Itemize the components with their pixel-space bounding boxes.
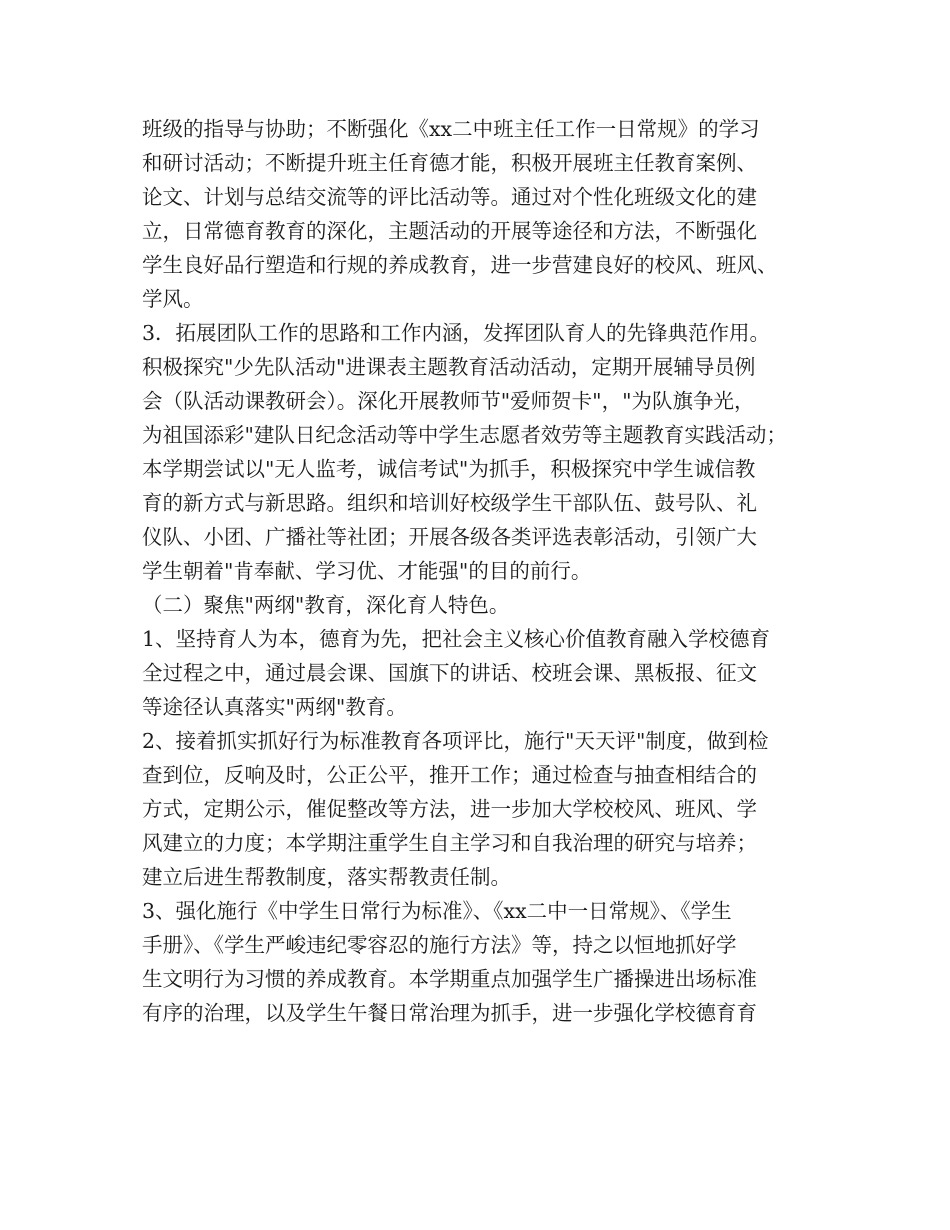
text-line: 积极探究"少先队活动"进课表主题教育活动活动，定期开展辅导员例 xyxy=(142,355,756,379)
text-line: 方式，定期公示，催促整改等方法，进一步加大学校校风、班风、学 xyxy=(142,797,757,821)
text-line: 学生良好品行塑造和行规的养成教育，进一步营建良好的校风、班风、 xyxy=(142,253,778,277)
text-line: 生文明行为习惯的养成教育。本学期重点加强学生广播操进出场标准 xyxy=(142,967,757,991)
text-line: 会（队活动课教研会）。深化开展教师节"爱师贺卡"，"为队旗争光， xyxy=(142,389,755,413)
text-line: 本学期尝试以"无人监考，诚信考试"为抓手，积极探究中学生诚信教 xyxy=(142,457,756,481)
text-line: 建立后进生帮教制度，落实帮教责任制。 xyxy=(142,865,511,889)
text-line: 3、强化施行《中学生日常行为标准》、《xx二中一日常规》、《学生 xyxy=(142,899,732,923)
text-line: 立，日常德育教育的深化，主题活动的开展等途径和方法，不断强化 xyxy=(142,219,757,243)
text-line: 论文、计划与总结交流等的评比活动等。通过对个性化班级文化的建 xyxy=(142,185,757,209)
text-line: 等途径认真落实"两纲"教育。 xyxy=(142,695,407,719)
section-heading: （二）聚焦"两纲"教育，深化育人特色。 xyxy=(142,593,510,617)
text-line: 班级的指导与协助；不断强化《xx二中班主任工作一日常规》的学习 xyxy=(142,117,760,141)
text-line: 为祖国添彩"建队日纪念活动等中学生志愿者效劳等主题教育实践活动； xyxy=(142,423,787,447)
document-body xyxy=(142,112,832,1030)
text-line: 风建立的力度；本学期注重学生自主学习和自我治理的研究与培养； xyxy=(142,831,757,855)
text-line: 育的新方式与新思路。组织和培训好校级学生干部队伍、鼓号队、礼 xyxy=(142,491,757,515)
text-line: 有序的治理，以及学生午餐日常治理为抓手，进一步强化学校德育育 xyxy=(142,1001,757,1025)
text-line: 查到位，反响及时，公正公平，推开工作；通过检查与抽查相结合的 xyxy=(142,763,757,787)
text-line: 仪队、小团、广播社等社团；开展各级各类评选表彰活动，引领广大 xyxy=(142,525,757,549)
text-line: 学风。 xyxy=(142,287,204,311)
text-line: 1、坚持育人为本，德育为先，把社会主义核心价值教育融入学校德育 xyxy=(142,627,771,651)
text-line: 3．拓展团队工作的思路和工作内涵，发挥团队育人的先锋典范作用。 xyxy=(142,321,771,345)
text-line: 2、接着抓实抓好行为标准教育各项评比，施行"天天评"制度，做到检 xyxy=(142,729,769,753)
text-line: 和研讨活动；不断提升班主任育德才能，积极开展班主任教育案例、 xyxy=(142,151,757,175)
text-line: 学生朝着"肯奉献、学习优、才能强"的目的前行。 xyxy=(142,559,592,583)
text-line: 全过程之中，通过晨会课、国旗下的讲话、校班会课、黑板报、征文 xyxy=(142,661,757,685)
text-line: 手册》、《学生严峻违纪零容忍的施行方法》等，持之以恒地抓好学 xyxy=(142,933,737,957)
